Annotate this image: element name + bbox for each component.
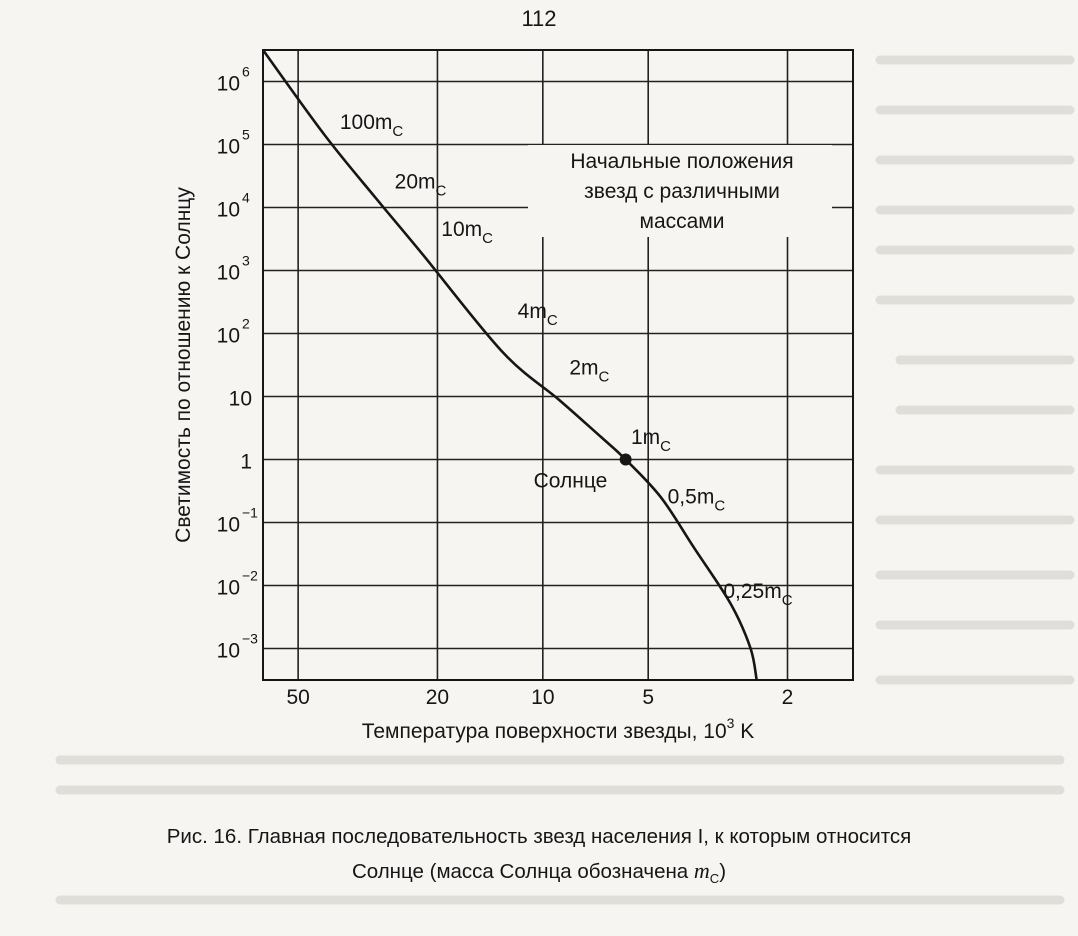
- mass-label-sub: C: [482, 229, 493, 247]
- mass-label-value: 10m: [441, 217, 483, 241]
- y-tick-base: 10: [216, 639, 240, 663]
- x-axis-title: [362, 715, 755, 743]
- mass-label: [723, 580, 792, 609]
- sun-marker: [620, 454, 632, 466]
- x-axis-ticks: [286, 686, 793, 709]
- y-tick-base: 10: [216, 72, 240, 96]
- mass-label-sub: C: [781, 592, 793, 610]
- mass-symbol: m: [693, 858, 710, 883]
- y-tick-label: [217, 316, 250, 348]
- mass-label-value: 100m: [339, 110, 393, 134]
- caption-line-1: Рис. 16. Главная последовательность звезд населения I, к которым относится: [166, 825, 912, 848]
- annotation-line: массами: [639, 210, 725, 233]
- x-axis-title-exponent: 3: [726, 715, 735, 731]
- y-tick-exponent: −3: [242, 630, 258, 647]
- mass-label: [518, 300, 558, 329]
- caption-line-2: [0, 854, 1078, 896]
- caption-line-2-prefix: Солнце (масса Солнца обозначена: [351, 860, 694, 883]
- mass-label-value: 0,5m: [667, 485, 715, 509]
- y-tick-base: 1: [240, 450, 252, 474]
- y-tick-exponent: 5: [242, 126, 250, 143]
- y-tick-exponent: 2: [242, 315, 250, 332]
- mass-label: [340, 111, 404, 140]
- page-number: 112: [521, 6, 557, 31]
- mass-label-value: 4m: [517, 299, 547, 323]
- x-tick-label: 5: [642, 686, 655, 709]
- y-tick-exponent: 6: [242, 63, 250, 80]
- figure-caption: [0, 820, 1078, 896]
- mass-label-value: 2m: [569, 356, 599, 380]
- y-tick-label: [217, 631, 259, 663]
- x-tick-label: 20: [425, 686, 450, 709]
- mass-label: [569, 356, 609, 385]
- x-axis-title-text: Температура поверхности звезды, 10: [361, 720, 727, 743]
- annotation-line: звезд с различными: [584, 180, 780, 203]
- y-tick-label: [217, 253, 250, 285]
- y-tick-label: [217, 64, 250, 96]
- y-tick-label: [229, 388, 252, 411]
- mass-symbol-sub: C: [709, 871, 720, 887]
- x-tick-label: 10: [531, 686, 555, 709]
- annotation-line: Начальные положения: [570, 150, 794, 173]
- caption-line-2-suffix: ): [719, 860, 727, 883]
- mass-label: [395, 171, 447, 200]
- y-tick-base: 10: [216, 576, 240, 600]
- mass-label-value: 1m: [630, 425, 661, 449]
- y-tick-base: 10: [216, 198, 240, 222]
- y-tick-base: 10: [216, 513, 240, 537]
- sun-label: Солнце: [533, 469, 608, 493]
- y-tick-label: [217, 568, 259, 600]
- mass-label-sub: C: [598, 368, 610, 386]
- y-tick-label: [217, 505, 259, 537]
- mass-label-sub: C: [392, 122, 404, 140]
- y-tick-label: [217, 190, 250, 222]
- y-tick-base: 10: [216, 324, 240, 348]
- y-tick-exponent: 4: [242, 189, 250, 206]
- y-tick-base: 10: [228, 387, 252, 411]
- mass-label-sub: C: [546, 311, 558, 329]
- y-axis-ticks: [217, 64, 259, 663]
- x-tick-label: 2: [781, 686, 794, 709]
- mass-label-sub: C: [435, 182, 447, 200]
- x-axis-title-unit: K: [734, 720, 755, 743]
- mass-label-value: 20m: [394, 170, 436, 194]
- y-tick-exponent: −1: [242, 504, 258, 521]
- y-axis-title: Светимость по отношению к Солнцу: [172, 187, 195, 543]
- mass-label-sub: C: [714, 497, 726, 515]
- mass-label: [441, 218, 493, 247]
- mass-label: [631, 426, 671, 455]
- y-tick-base: 10: [216, 135, 240, 159]
- y-tick-base: 10: [216, 261, 240, 285]
- y-tick-label: [240, 451, 252, 474]
- y-tick-exponent: −2: [242, 567, 258, 584]
- mass-label-sub: C: [660, 437, 672, 455]
- y-tick-exponent: 3: [242, 252, 250, 269]
- mass-label-value: 0,25m: [723, 580, 782, 604]
- x-tick-label: 50: [286, 686, 310, 709]
- mass-label: [668, 486, 726, 515]
- y-tick-label: [217, 127, 250, 159]
